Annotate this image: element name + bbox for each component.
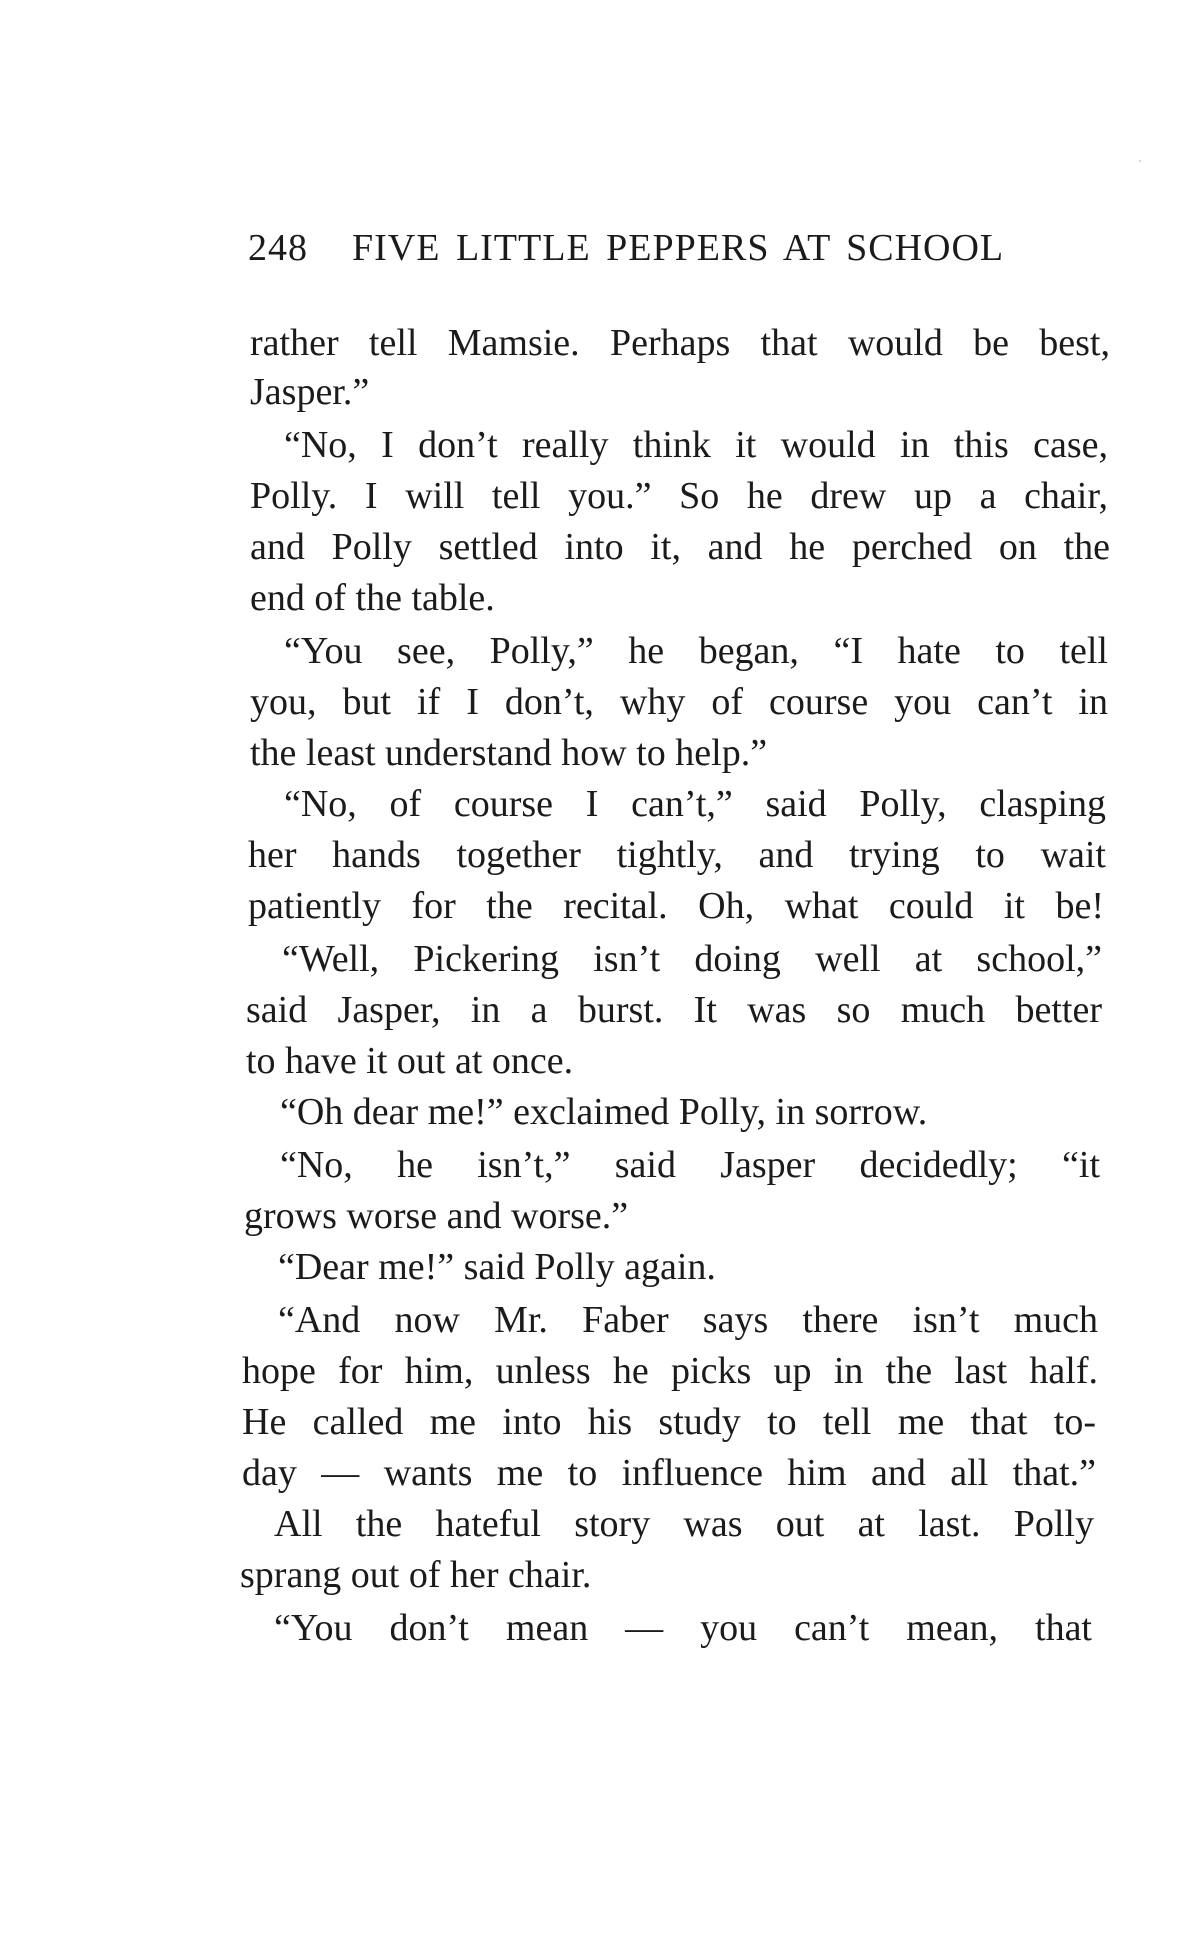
text-line-12: patiently for the recital. Oh, what could it be! [248, 885, 1104, 927]
text-line-20: “And now Mr. Faber says there isn’t much [278, 1299, 1098, 1341]
text-line-10: “No, of course I can’t,” said Polly, clasping [284, 783, 1106, 825]
text-line-13: “Well, Pickering isn’t doing well at school,” [282, 938, 1102, 980]
paper-speck [1139, 160, 1141, 162]
text-line-22: He called me into his study to tell me that to- [242, 1401, 1096, 1443]
text-line-11: her hands together tightly, and trying to wait [248, 834, 1106, 876]
text-line-9: the least understand how to help.” [250, 732, 768, 774]
text-line-1: rather tell Mamsie. Perhaps that would be best, [250, 322, 1110, 364]
text-line-4: Polly. I will tell you.” So he drew up a chair, [250, 475, 1108, 517]
text-line-5: and Polly settled into it, and he perched on the [250, 526, 1110, 568]
text-line-6: end of the table. [250, 577, 495, 619]
text-line-21: hope for him, unless he picks up in the last half. [242, 1350, 1098, 1392]
text-line-24: All the hateful story was out at last. Polly [274, 1503, 1094, 1545]
text-line-2: Jasper.” [250, 371, 370, 413]
running-head [248, 226, 1110, 276]
text-line-16: “Oh dear me!” exclaimed Polly, in sorrow. [280, 1091, 928, 1133]
text-line-18: grows worse and worse.” [244, 1195, 629, 1237]
text-line-23: day — wants me to influence him and all that.” [242, 1452, 1096, 1494]
page-number: 248 [248, 227, 308, 269]
text-line-7: “You see, Polly,” he began, “I hate to tell [284, 630, 1108, 672]
text-line-8: you, but if I don’t, why of course you can’t in [250, 681, 1108, 723]
text-line-15: to have it out at once. [246, 1040, 574, 1082]
text-line-3: “No, I don’t really think it would in this case, [284, 424, 1108, 466]
text-line-19: “Dear me!” said Polly again. [278, 1246, 716, 1288]
text-line-26: “You don’t mean — you can’t mean, that [274, 1607, 1092, 1649]
text-line-17: “No, he isn’t,” said Jasper decidedly; “it [280, 1144, 1100, 1186]
text-line-14: said Jasper, in a burst. It was so much better [246, 989, 1102, 1031]
text-line-25: sprang out of her chair. [240, 1554, 592, 1596]
book-title: FIVE LITTLE PEPPERS AT SCHOOL [352, 227, 1005, 269]
